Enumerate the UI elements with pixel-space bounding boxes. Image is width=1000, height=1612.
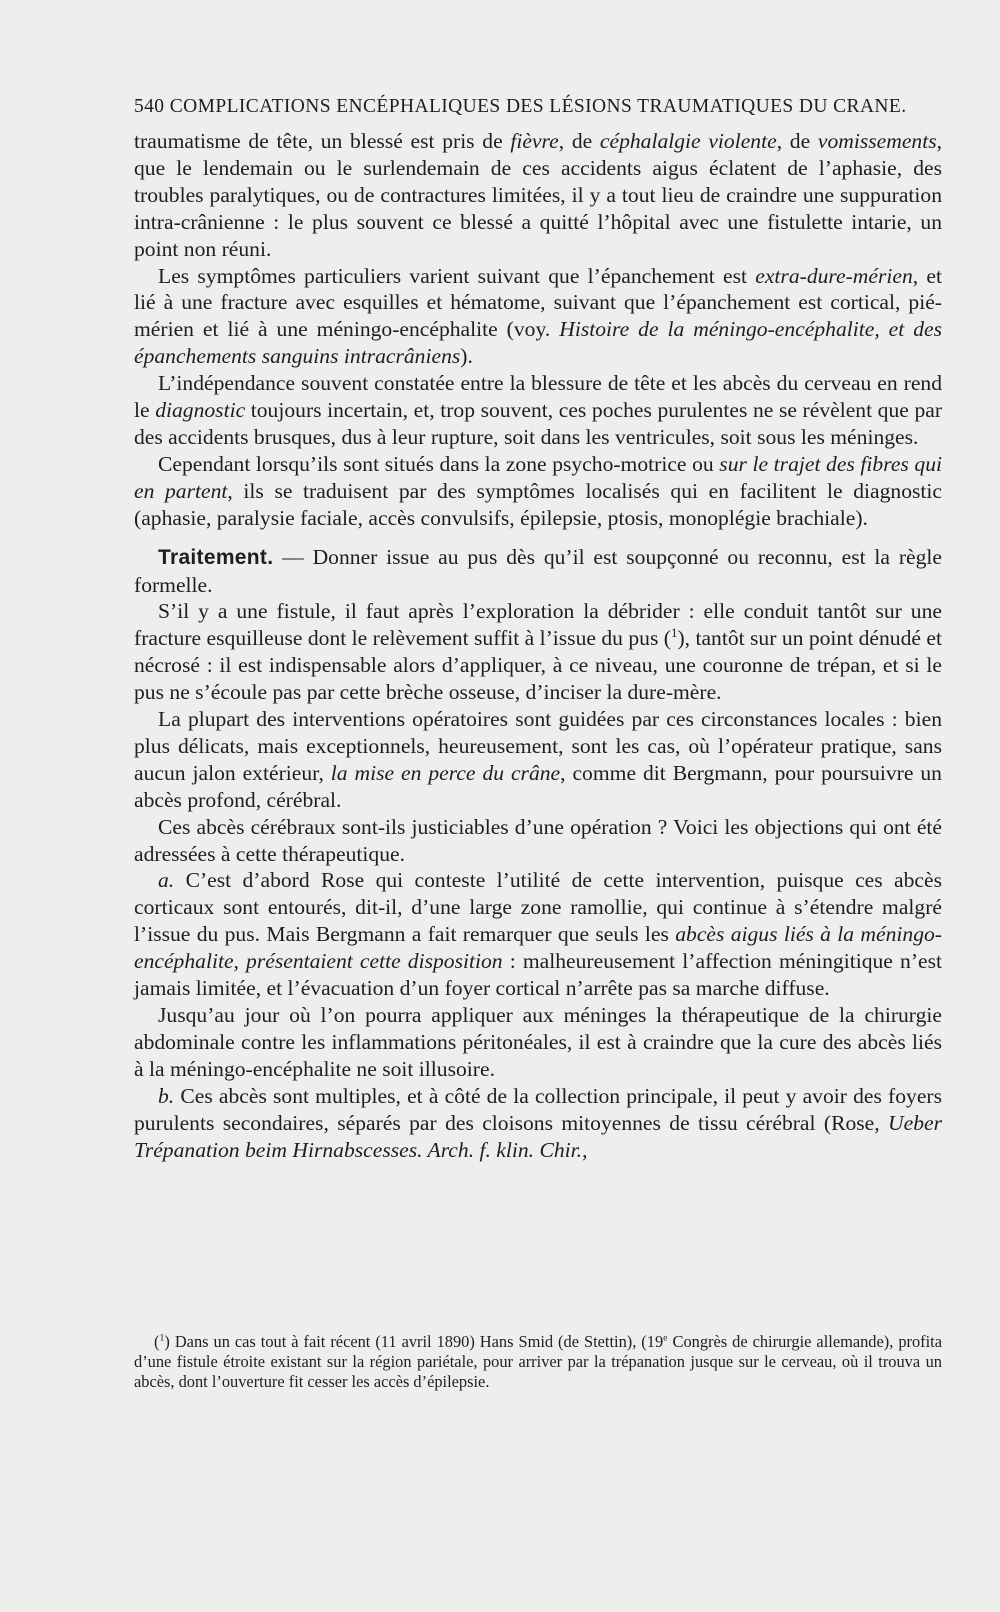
paragraph — [134, 451, 942, 532]
footnote-text — [134, 1332, 942, 1392]
italic-run: a. — [158, 868, 175, 893]
text-run: ) Dans un cas tout à fait récent (11 avril 1890) Hans Smid (de Stettin), (19 — [164, 1332, 664, 1351]
text-run: Jusqu’au jour où l’on pourra appliquer aux méninges la thérapeutique de la chirurgie abdominale contre les inflammations péritonéales, il est à craindre que la cure des abcès liés à la méningo-encéphalite ne soit illusoire. — [134, 1003, 942, 1081]
text-run: , et lié à une fracture avec esquilles et hématome, suivant que l’épanchement est cortical, pié-mérien et lié à une méningo-encéphalite (voy. — [134, 263, 942, 342]
superscript-run: e — [663, 1332, 668, 1344]
text-run: L’indépendance souvent constatée entre la blessure de tête et les abcès du cerveau en rend le — [134, 371, 942, 423]
italic-run: extra-dure-mérien — [755, 263, 913, 288]
running-title: COMPLICATIONS ENCÉPHALIQUES DES LÉSIONS TRAUMATIQUES DU CRANE. — [169, 96, 907, 117]
text-run: toujours incertain, et, trop souvent, ces poches purulentes ne se révèlent que par des accidents brusques, dus à leur rupture, soit dans les ventricules, soit sous les méninges. — [134, 398, 943, 449]
text-run: Ces abcès sont multiples, et à côté de la collection principale, il peut y avoir des foyers purulents secondaires, séparés par des cloisons mitoyennes de tissu cérébral (Rose, — [134, 1083, 942, 1135]
section-treatment-paragraph — [134, 544, 942, 599]
superscript-run: 1 — [159, 1332, 165, 1344]
text-run: : malheureusement l’affection méningitique n’est jamais limitée, et l’évacuation d’un foyer cortical n’arrête pas sa marche diffuse. — [134, 949, 942, 1001]
text-run: La plupart des interventions opératoires sont guidées par ces circonstances locales : bien plus délicats, mais exceptionnels, heureusement, sont les cas, où l’opérateur pratique, sans aucun jalon extérieur, — [134, 707, 942, 785]
text-run: — Donner issue au pus dès qu’il est soupçonné ou reconnu, est la règle formelle. — [134, 544, 942, 597]
italic-run: diagnostic — [155, 398, 246, 423]
text-run: C’est d’abord Rose qui conteste l’utilité de cette intervention, puisque ces abcès corticaux sont entourés, dit-il, d’une large zone ramollie, qui continue à s’étendre malgré l’issue du pus. Mais Bergmann a fait remarquer que seuls les — [134, 868, 942, 947]
paragraph — [134, 370, 942, 451]
text-run: ( — [154, 1332, 160, 1351]
text-run: ), tantôt sur un point dénudé et nécrosé : il est indispensable alors d’appliquer, à ce niveau, une couronne de trépan, et si le pus ne s’écoule pas par cette brèche osseuse, d’inciser la dure-mère. — [134, 626, 942, 705]
text-run: , comme dit Bergmann, pour poursuivre un abcès profond, cérébral. — [134, 760, 942, 812]
italic-run: fièvre — [510, 129, 559, 153]
paragraph — [134, 263, 942, 371]
italic-run: la mise en perce du crâne — [330, 760, 561, 785]
paragraph — [134, 814, 942, 868]
text-run: , ils se traduisent par des symptômes localisés qui en facilitent le diagnostic (aphasie, paralysie faciale, accès convulsifs, épilepsie, ptosis, monoplégie brachiale). — [134, 478, 942, 530]
italic-run: céphalalgie violente — [599, 129, 777, 153]
paragraph — [134, 1083, 942, 1164]
paragraph — [134, 598, 942, 706]
text-run: , de — [776, 129, 818, 153]
body-text — [134, 128, 942, 1163]
italic-run: sur le trajet des fibres qui en partent — [134, 451, 942, 503]
running-header — [134, 96, 940, 118]
text-run: , de — [558, 129, 600, 153]
text-run: , que le lendemain ou le surlendemain de ces accidents aigus éclatent de l’aphasie, des troubles paralytiques, ou de contractures limitées, il y a tout lieu de craindre une suppuration intra-crânienne : le plus souvent ce blessé a quitté l’hôpital avec une fistulette intarie, un point non réuni. — [134, 129, 943, 261]
paragraph — [134, 1002, 942, 1083]
paragraph — [134, 867, 942, 1002]
paragraph — [134, 128, 942, 263]
superscript-run: 1 — [670, 625, 678, 641]
italic-run: vomissements — [817, 129, 937, 153]
italic-run: Ueber Trépanation beim Hirnabscesses. Arch. f. klin. Chir. — [134, 1110, 942, 1162]
section-heading: Traitement. — [158, 545, 274, 569]
text-run: traumatisme de tête, un blessé est pris de — [134, 129, 511, 153]
text-run: Congrès de chirurgie allemande), profita d’une fistule étroite existant sur la région pariétale, pour arriver par la trépanation jusque sur le cerveau, où il trouva un abcès, dont l’ouverture fit cesser les accès d’épilepsie. — [134, 1332, 943, 1391]
text-run: Les symptômes particuliers varient suivant que l’épanchement est — [158, 263, 756, 288]
text-run: ). — [460, 344, 473, 369]
page-number: 540 — [134, 96, 165, 117]
text-run: Ces abcès cérébraux sont-ils justiciables d’une opération ? Voici les objections qui ont été adressées à cette thérapeutique. — [134, 814, 942, 866]
italic-run: Histoire de la méningo-encéphalite, et des épanchements sanguins intracrâniens — [134, 317, 942, 369]
footnote — [134, 1332, 942, 1392]
italic-run: b. — [158, 1083, 175, 1108]
text-run: Cependant lorsqu’ils sont situés dans la zone psycho-motrice ou — [158, 451, 720, 476]
text-run: , — [582, 1137, 588, 1162]
text-run: S’il y a une fistule, il faut après l’exploration la débrider : elle conduit tantôt sur une fracture esquilleuse dont le relèvement suffit à l’issue du pus ( — [134, 599, 942, 651]
italic-run: abcès aigus liés à la méningo-encéphalite, présentaient cette disposition — [134, 922, 942, 974]
paragraph — [134, 706, 942, 814]
